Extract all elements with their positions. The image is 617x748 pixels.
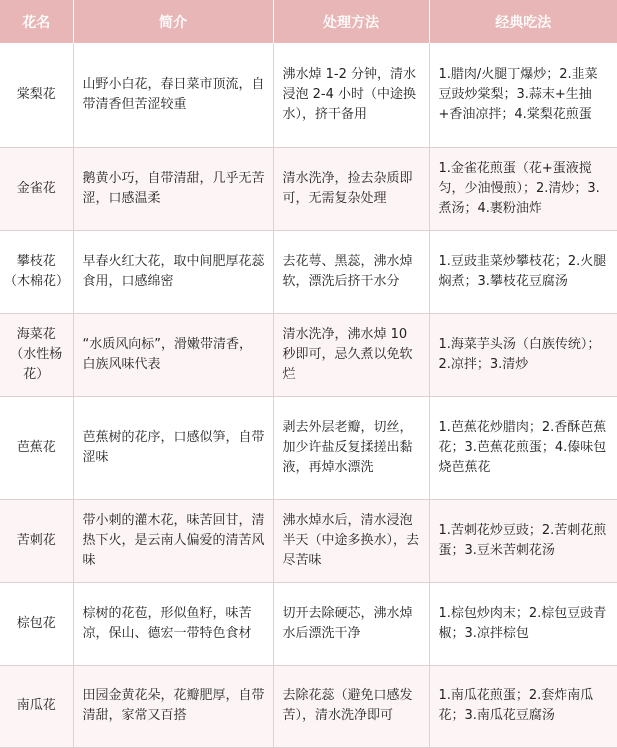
table-row bbox=[0, 582, 617, 665]
flower-name-cell: 苦刺花 bbox=[0, 499, 73, 582]
header-intro: 简介 bbox=[73, 0, 273, 43]
table-row bbox=[0, 396, 617, 499]
flower-name-cell: 棠梨花 bbox=[0, 43, 73, 147]
method-cell: 剥去外层老瓣，切丝，加少许盐反复揉搓出黏液，再焯水漂洗 bbox=[273, 396, 429, 499]
method-cell: 去除花蕊（避免口感发苦），清水洗净即可 bbox=[273, 665, 429, 747]
recipes-cell: 1.棕包炒肉末；2.棕包豆豉青椒；3.凉拌棕包 bbox=[429, 582, 617, 665]
intro-cell: “水质风向标”，滑嫩带清香，白族风味代表 bbox=[73, 313, 273, 396]
table-header-row bbox=[0, 0, 617, 43]
flower-name-cell: 芭蕉花 bbox=[0, 396, 73, 499]
recipes-cell: 1.南瓜花煎蛋；2.套炸南瓜花；3.南瓜花豆腐汤 bbox=[429, 665, 617, 747]
method-cell: 清水洗净，捡去杂质即可，无需复杂处理 bbox=[273, 147, 429, 230]
flower-name-cell: 棕包花 bbox=[0, 582, 73, 665]
method-cell: 去花萼、黑蕊，沸水焯软，漂洗后挤干水分 bbox=[273, 230, 429, 313]
recipes-cell: 1.芭蕉花炒腊肉；2.香酥芭蕉花；3.芭蕉花煎蛋；4.傣味包烧芭蕉花 bbox=[429, 396, 617, 499]
recipes-cell: 1.腊肉/火腿丁爆炒；2.韭菜豆豉炒棠梨；3.蒜末+生抽+香油凉拌；4.棠梨花煎蛋 bbox=[429, 43, 617, 147]
table-row bbox=[0, 147, 617, 230]
intro-cell: 山野小白花，春日菜市顶流，自带清香但苦涩较重 bbox=[73, 43, 273, 147]
header-recipes: 经典吃法 bbox=[429, 0, 617, 43]
recipes-cell: 1.豆豉韭菜炒攀枝花；2.火腿焖煮；3.攀枝花豆腐汤 bbox=[429, 230, 617, 313]
header-method: 处理方法 bbox=[273, 0, 429, 43]
flower-name-cell: 南瓜花 bbox=[0, 665, 73, 747]
table-row bbox=[0, 43, 617, 147]
intro-cell: 棕树的花苞，形似鱼籽，味苦凉，保山、德宏一带特色食材 bbox=[73, 582, 273, 665]
intro-cell: 芭蕉树的花序，口感似笋，自带涩味 bbox=[73, 396, 273, 499]
table-row bbox=[0, 665, 617, 747]
method-cell: 切开去除硬芯，沸水焯水后漂洗干净 bbox=[273, 582, 429, 665]
intro-cell: 带小刺的灌木花，味苦回甘，清热下火，是云南人偏爱的清苦风味 bbox=[73, 499, 273, 582]
method-cell: 清水洗净，沸水焯 10 秒即可，忌久煮以免软烂 bbox=[273, 313, 429, 396]
table-row bbox=[0, 313, 617, 396]
recipes-cell: 1.海菜芋头汤（白族传统）；2.凉拌；3.清炒 bbox=[429, 313, 617, 396]
recipes-cell: 1.苦刺花炒豆豉；2.苦刺花煎蛋；3.豆米苦刺花汤 bbox=[429, 499, 617, 582]
recipes-cell: 1.金雀花煎蛋（花+蛋液搅匀，少油慢煎）；2.清炒；3.煮汤；4.裹粉油炸 bbox=[429, 147, 617, 230]
flower-name-cell: 海菜花（水性杨花） bbox=[0, 313, 73, 396]
method-cell: 沸水焯水后，清水浸泡半天（中途多换水），去尽苦味 bbox=[273, 499, 429, 582]
flower-name-cell: 金雀花 bbox=[0, 147, 73, 230]
intro-cell: 田园金黄花朵，花瓣肥厚，自带清甜，家常又百搭 bbox=[73, 665, 273, 747]
header-flower-name: 花名 bbox=[0, 0, 73, 43]
flower-name-cell: 攀枝花（木棉花） bbox=[0, 230, 73, 313]
intro-cell: 早春火红大花，取中间肥厚花蕊食用，口感绵密 bbox=[73, 230, 273, 313]
intro-cell: 鹅黄小巧，自带清甜，几乎无苦涩，口感温柔 bbox=[73, 147, 273, 230]
method-cell: 沸水焯 1-2 分钟，清水浸泡 2-4 小时（中途换水），挤干备用 bbox=[273, 43, 429, 147]
table-row bbox=[0, 499, 617, 582]
table-row bbox=[0, 230, 617, 313]
